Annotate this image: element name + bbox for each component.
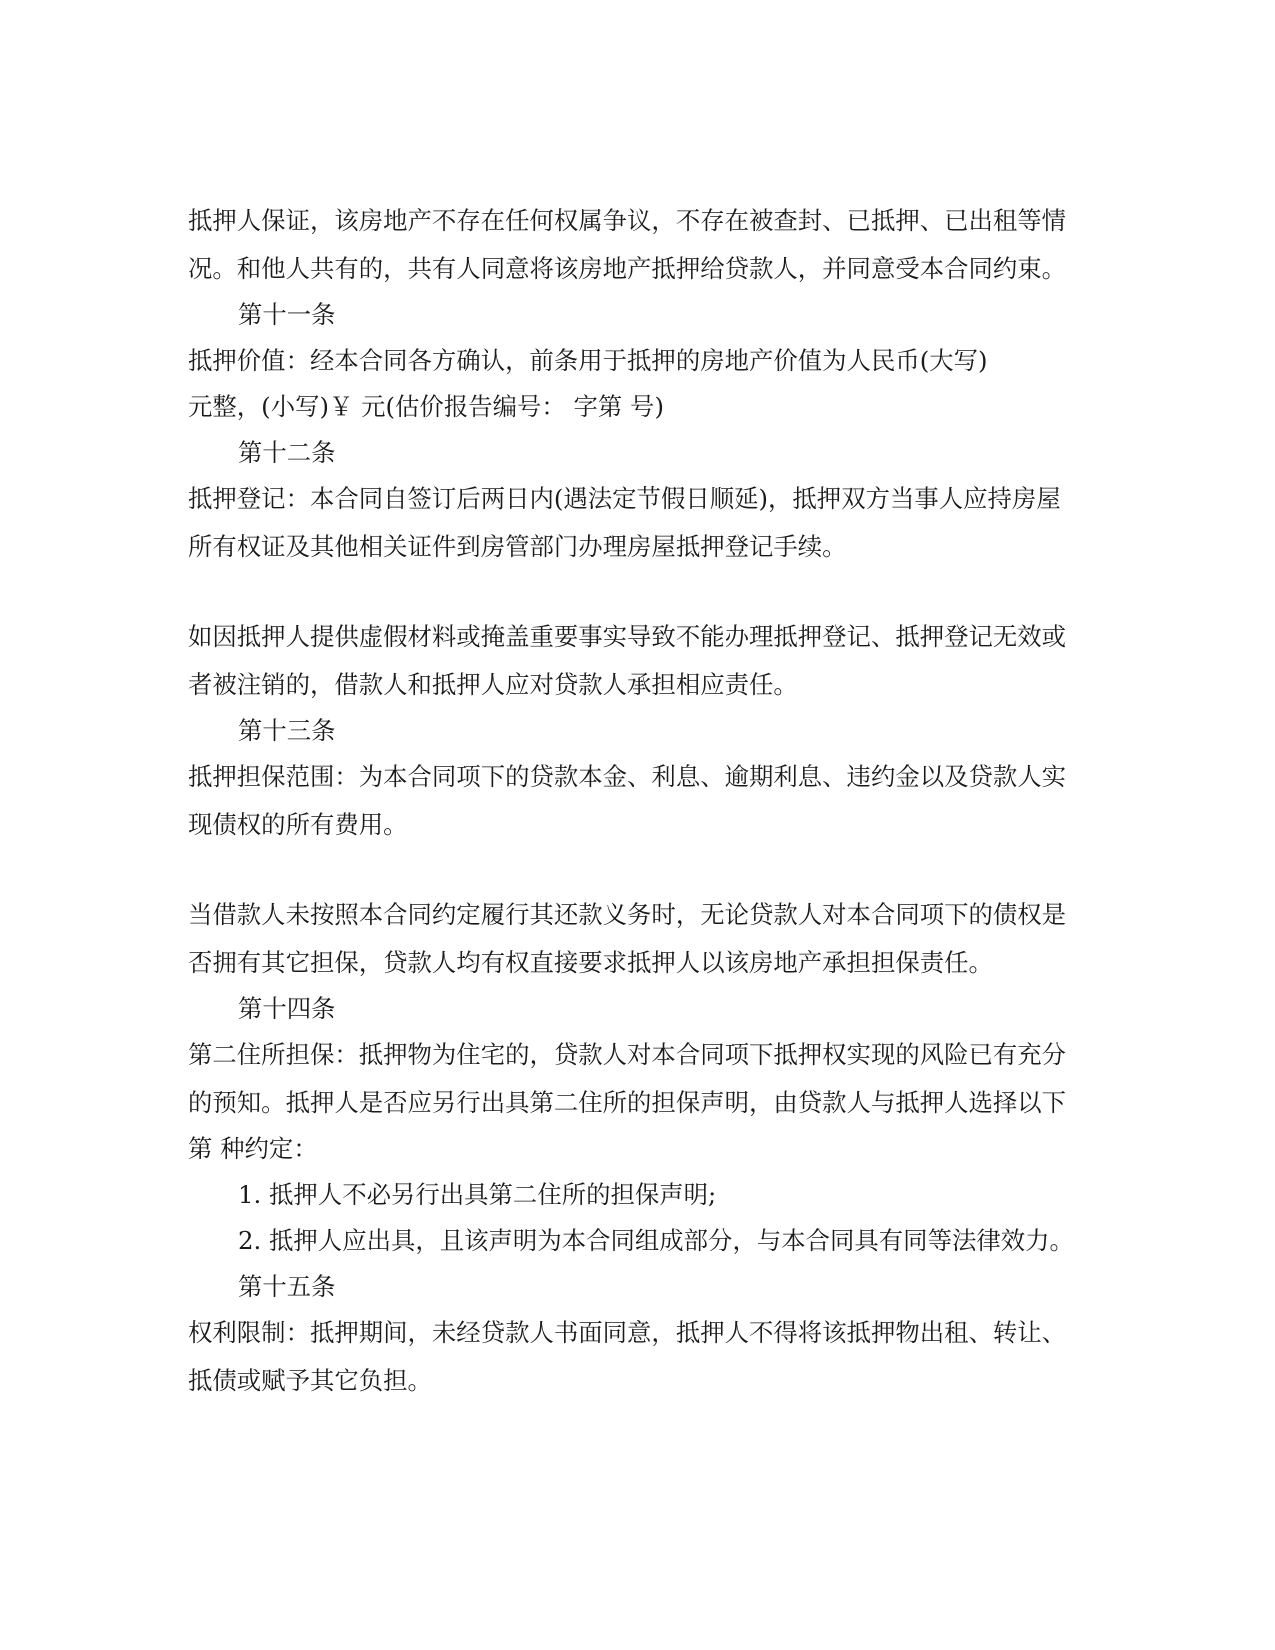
body-text-line: 权利限制：抵押期间，未经贷款人书面同意，抵押人不得将该抵押物出租、转让、 [188, 1318, 1067, 1347]
body-text-line: 抵押登记：本合同自签订后两日内(遇法定节假日顺延)，抵押双方当事人应持房屋 [188, 484, 1061, 513]
article-heading: 第十四条 [238, 994, 336, 1023]
body-text-line: 的预知。抵押人是否应另行出具第二住所的担保声明，由贷款人与抵押人选择以下 [188, 1088, 1067, 1117]
body-text-line: 当借款人未按照本合同约定履行其还款义务时，无论贷款人对本合同项下的债权是 [188, 900, 1067, 929]
body-text-line: 第二住所担保：抵押物为住宅的，贷款人对本合同项下抵押权实现的风险已有充分 [188, 1040, 1067, 1069]
list-item: 2. 抵押人应出具，且该声明为本合同组成部分，与本合同具有同等法律效力。 [238, 1226, 1074, 1255]
body-text-line: 元整，(小写)￥ 元(估价报告编号： 字第 号) [188, 392, 664, 421]
body-text-line: 抵押价值：经本合同各方确认，前条用于抵押的房地产价值为人民币(大写) [188, 346, 988, 375]
article-heading: 第十二条 [238, 438, 336, 467]
article-heading: 第十一条 [238, 300, 336, 329]
article-heading: 第十五条 [238, 1272, 336, 1301]
body-text-line: 抵押人保证，该房地产不存在任何权属争议，不存在被查封、已抵押、已出租等情 [188, 206, 1067, 235]
body-text-line: 况。和他人共有的，共有人同意将该房地产抵押给贷款人，并同意受本合同约束。 [188, 254, 1067, 283]
body-text-line: 如因抵押人提供虚假材料或掩盖重要事实导致不能办理抵押登记、抵押登记无效或 [188, 622, 1067, 651]
body-text-line: 所有权证及其他相关证件到房管部门办理房屋抵押登记手续。 [188, 532, 847, 561]
body-text-line: 者被注销的，借款人和抵押人应对贷款人承担相应责任。 [188, 670, 798, 699]
body-text-line: 现债权的所有费用。 [188, 810, 408, 839]
article-heading: 第十三条 [238, 716, 336, 745]
list-item: 1. 抵押人不必另行出具第二住所的担保声明; [238, 1180, 717, 1209]
body-text-line: 否拥有其它担保，贷款人均有权直接要求抵押人以该房地产承担担保责任。 [188, 948, 993, 977]
body-text-line: 抵押担保范围：为本合同项下的贷款本金、利息、逾期利息、违约金以及贷款人实 [188, 762, 1067, 791]
body-text-line: 抵债或赋予其它负担。 [188, 1366, 432, 1395]
body-text-line: 第 种约定： [188, 1134, 318, 1163]
